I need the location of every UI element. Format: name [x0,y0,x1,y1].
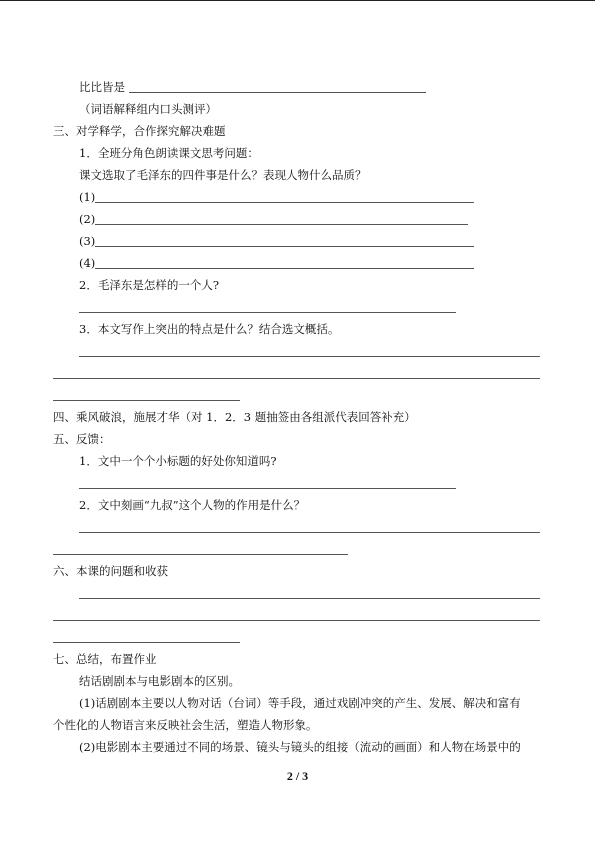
answer-line [79,532,540,533]
answer-line [53,378,540,379]
question-2: 2．毛泽东是怎样的一个人? [79,278,219,292]
section-heading-6: 六、本课的问题和收获 [53,564,168,578]
item-label-4: (4) [79,256,96,270]
answer-line [53,642,240,643]
vocab-term: 比比皆是 [79,80,125,94]
answer-line [129,92,426,93]
answer-line [79,312,456,313]
summary-paragraph-2: (2)电影剧本主要通过不同的场景、镜头与镜头的组接（流动的画面）和人物在场景中的 [79,740,521,754]
summary-intro: 结话剧剧本与电影剧本的区别。 [79,674,240,688]
answer-line [53,400,240,401]
question-1-prompt: 课文选取了毛泽东的四件事是什么？表现人物什么品质？ [79,168,367,182]
answer-line [95,268,474,269]
section-heading-4: 四、乘风破浪，施展才华（对 1．2．3 题抽签由各组派代表回答补充） [53,410,416,424]
answer-line [53,620,540,621]
section-heading-7: 七、总结，布置作业 [53,652,157,666]
summary-paragraph-1: (1)话剧剧本主要以人物对话（台词）等手段，通过戏剧冲突的产生、发展、解决和富有 [79,696,521,710]
answer-line [53,554,348,555]
item-label-3: (3) [79,234,96,248]
section-heading-5: 五、反馈： [53,432,111,446]
question-3: 3．本文写作上突出的特点是什么？结合选文概括。 [79,322,340,336]
feedback-question-2: 2．文中刻画“九叔”这个人物的作用是什么？ [79,498,306,512]
answer-line [95,224,468,225]
summary-paragraph-1-cont: 个性化的人物语言来反映社会生活，塑造人物形象。 [53,718,318,732]
answer-line [79,488,456,489]
answer-line [79,356,540,357]
question-1: 1．全班分角色朗读课文思考问题： [79,146,259,160]
section-heading-3: 三、对学释学，合作探究解决难题 [53,124,226,138]
page-top-rule [0,0,595,1]
note-text: （词语解释组内口头测评） [79,102,217,116]
answer-line [95,246,474,247]
answer-line [79,598,540,599]
item-label-1: (1) [79,190,96,204]
feedback-question-1: 1．文中一个个小标题的好处你知道吗? [79,454,277,468]
answer-line [95,202,474,203]
page-number: 2 / 3 [286,769,309,783]
item-label-2: (2) [79,212,96,226]
